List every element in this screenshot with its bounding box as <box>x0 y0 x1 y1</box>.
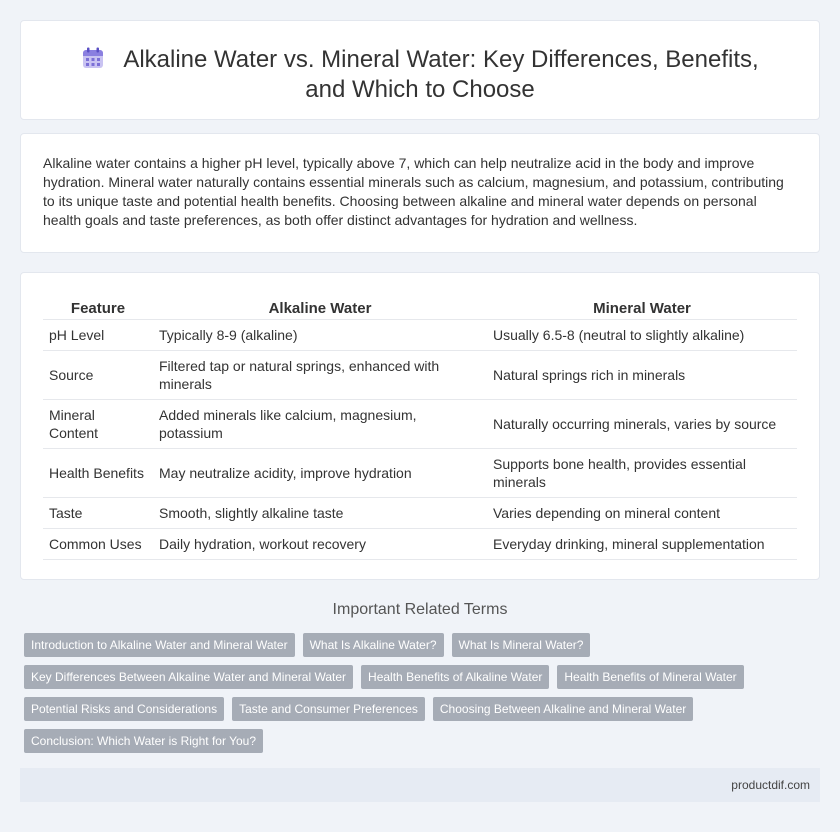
feature-cell: Mineral Content <box>43 399 153 448</box>
mineral-cell: Natural springs rich in minerals <box>487 350 797 399</box>
table-header-row <box>43 295 797 319</box>
related-term-tag[interactable]: Conclusion: Which Water is Right for You? <box>24 729 263 753</box>
alkaline-cell: May neutralize acidity, improve hydration <box>153 448 487 497</box>
calendar-icon <box>81 46 105 70</box>
feature-cell: pH Level <box>43 319 153 350</box>
mineral-cell: Naturally occurring minerals, varies by source <box>487 399 797 448</box>
table-row <box>43 319 797 350</box>
related-term-tag[interactable]: Health Benefits of Alkaline Water <box>361 665 549 689</box>
feature-cell: Taste <box>43 497 153 528</box>
related-terms-tags <box>24 633 804 761</box>
header-mineral-water: Mineral Water <box>487 295 797 319</box>
alkaline-cell: Typically 8-9 (alkaline) <box>153 319 487 350</box>
alkaline-cell: Filtered tap or natural springs, enhanced with minerals <box>153 350 487 399</box>
header-feature: Feature <box>43 295 153 319</box>
intro-card <box>20 133 820 253</box>
footer-site-name: productdif.com <box>731 778 810 792</box>
related-terms-title: Important Related Terms <box>332 601 508 618</box>
related-term-tag[interactable]: Introduction to Alkaline Water and Mineral Water <box>24 633 295 657</box>
related-term-tag[interactable]: Potential Risks and Considerations <box>24 697 224 721</box>
table-row <box>43 497 797 528</box>
alkaline-cell: Daily hydration, workout recovery <box>153 528 487 559</box>
feature-cell: Health Benefits <box>43 448 153 497</box>
mineral-cell: Varies depending on mineral content <box>487 497 797 528</box>
related-term-tag[interactable]: Health Benefits of Mineral Water <box>557 665 743 689</box>
page-title-text: Alkaline Water vs. Mineral Water: Key Differences, Benefits, and Which to Choose <box>123 46 759 103</box>
table-row <box>43 350 797 399</box>
page-title <box>21 45 819 105</box>
table-row <box>43 399 797 448</box>
mineral-cell: Usually 6.5-8 (neutral to slightly alkaline) <box>487 319 797 350</box>
related-term-tag[interactable]: What Is Mineral Water? <box>452 633 591 657</box>
table-row <box>43 528 797 559</box>
related-term-tag[interactable]: Choosing Between Alkaline and Mineral Water <box>433 697 693 721</box>
header-alkaline-water: Alkaline Water <box>153 295 487 319</box>
alkaline-cell: Smooth, slightly alkaline taste <box>153 497 487 528</box>
comparison-table-card <box>20 272 820 580</box>
mineral-cell: Supports bone health, provides essential minerals <box>487 448 797 497</box>
footer <box>20 768 820 802</box>
title-card <box>20 20 820 120</box>
related-term-tag[interactable]: What Is Alkaline Water? <box>303 633 444 657</box>
alkaline-cell: Added minerals like calcium, magnesium, potassium <box>153 399 487 448</box>
related-term-tag[interactable]: Taste and Consumer Preferences <box>232 697 425 721</box>
table-row <box>43 448 797 497</box>
feature-cell: Common Uses <box>43 528 153 559</box>
mineral-cell: Everyday drinking, mineral supplementation <box>487 528 797 559</box>
related-term-tag[interactable]: Key Differences Between Alkaline Water and Mineral Water <box>24 665 353 689</box>
comparison-table <box>43 295 797 560</box>
intro-paragraph: Alkaline water contains a higher pH level, typically above 7, which can help neutralize acid in the body and improve hydration. Mineral water naturally contains essential minerals such as calcium, magnesium, and potassium, contributing to its unique taste and potential health benefits. Choosing between alkaline and mineral water depends on personal health goals and taste preferences, as both offer distinct advantages for hydration and wellness. <box>43 155 784 228</box>
feature-cell: Source <box>43 350 153 399</box>
